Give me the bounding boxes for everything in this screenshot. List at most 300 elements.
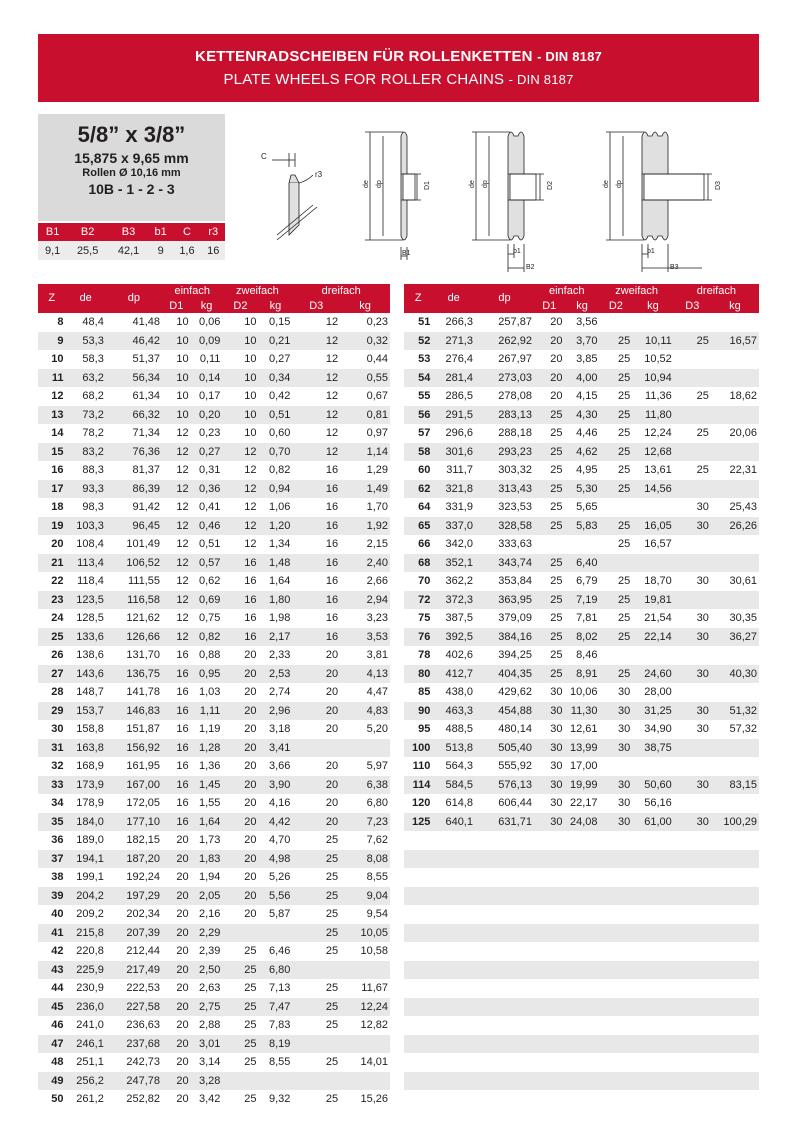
cell-kg1: 6,79 [565, 572, 600, 591]
cell-kg1: 17,00 [565, 757, 600, 776]
cell-z: 62 [404, 480, 432, 499]
cell-kg1: 1,03 [191, 683, 223, 702]
cell-de: 215,8 [66, 924, 106, 943]
cell-kg3: 36,27 [711, 628, 759, 647]
cell-d2: 25 [599, 535, 632, 554]
cell-z: 36 [38, 831, 66, 850]
cell-d1: 16 [162, 646, 191, 665]
cell-d3: 20 [292, 702, 340, 721]
cell-kg1: 8,02 [565, 628, 600, 647]
cell-z: 47 [38, 1035, 66, 1054]
cell-kg1 [565, 850, 600, 869]
cell-d2: 20 [222, 683, 258, 702]
cell-d2: 20 [222, 831, 258, 850]
cell-kg3 [711, 1035, 759, 1054]
cell-d2: 30 [599, 794, 632, 813]
cell-d2 [599, 757, 632, 776]
cell-d1 [534, 998, 565, 1017]
table-row [404, 739, 759, 758]
cell-kg3: 0,32 [340, 332, 390, 351]
cell-d1: 20 [162, 905, 191, 924]
cell-de [432, 887, 475, 906]
cell-d2 [599, 646, 632, 665]
table-row [38, 443, 390, 462]
cell-d1: 16 [162, 702, 191, 721]
cell-kg1: 0,75 [191, 609, 223, 628]
cell-d3: 25 [292, 1053, 340, 1072]
cell-z [404, 887, 432, 906]
cell-kg2: 24,60 [632, 665, 674, 684]
table-row [38, 961, 390, 980]
cell-d1: 20 [534, 350, 565, 369]
cell-kg2: 5,26 [258, 868, 292, 887]
cell-kg3: 1,29 [340, 461, 390, 480]
table-row [404, 813, 759, 832]
cell-d3: 25 [674, 424, 711, 443]
cell-dp: 61,34 [106, 387, 162, 406]
table-row [38, 406, 390, 425]
cell-d1: 12 [162, 628, 191, 647]
cell-d2: 10 [222, 406, 258, 425]
cell-de: 236,0 [66, 998, 106, 1017]
cell-kg3 [711, 794, 759, 813]
cell-d2: 25 [599, 591, 632, 610]
cell-kg3 [340, 961, 390, 980]
cell-d3 [674, 794, 711, 813]
cell-de: 204,2 [66, 887, 106, 906]
cell-dp: 480,14 [475, 720, 534, 739]
cell-kg2 [632, 1016, 674, 1035]
cell-d2 [599, 905, 632, 924]
cell-d2: 16 [222, 628, 258, 647]
col-header-d1: D1 [162, 299, 191, 313]
cell-z: 35 [38, 813, 66, 832]
cell-d3: 12 [292, 406, 340, 425]
cell-d2: 16 [222, 591, 258, 610]
cell-d1: 25 [534, 424, 565, 443]
cell-dp: 156,92 [106, 739, 162, 758]
table-row [38, 924, 390, 943]
cell-d2: 10 [222, 350, 258, 369]
cell-kg2: 0,70 [258, 443, 292, 462]
cell-kg3 [340, 1035, 390, 1054]
cell-d1: 16 [162, 813, 191, 832]
cell-dp: 56,34 [106, 369, 162, 388]
cell-d1 [534, 868, 565, 887]
cell-de: 372,3 [432, 591, 475, 610]
cell-d2 [599, 850, 632, 869]
cell-kg3: 12,24 [340, 998, 390, 1017]
cell-dp: 313,43 [475, 480, 534, 499]
cell-kg2: 2,96 [258, 702, 292, 721]
cell-d1: 30 [534, 683, 565, 702]
cell-d1: 20 [162, 998, 191, 1017]
cell-kg3 [711, 480, 759, 499]
table-row [38, 831, 390, 850]
cell-kg2: 12,24 [632, 424, 674, 443]
cell-kg2: 8,19 [258, 1035, 292, 1054]
cell-d1 [534, 535, 565, 554]
cell-d1: 16 [162, 794, 191, 813]
cell-d3 [292, 961, 340, 980]
cell-d1: 20 [162, 1072, 191, 1091]
cell-kg3: 25,43 [711, 498, 759, 517]
cell-dp [475, 887, 534, 906]
cell-z: 10 [38, 350, 66, 369]
cell-d2: 20 [222, 794, 258, 813]
cell-dp: 151,87 [106, 720, 162, 739]
cell-kg2: 1,80 [258, 591, 292, 610]
cell-kg3: 7,62 [340, 831, 390, 850]
cell-kg3: 2,40 [340, 554, 390, 573]
cell-dp: 242,73 [106, 1053, 162, 1072]
col-header-z: Z [38, 284, 66, 313]
cell-de: 63,2 [66, 369, 106, 388]
cell-dp: 202,34 [106, 905, 162, 924]
cell-de: 133,6 [66, 628, 106, 647]
cell-d1: 20 [162, 887, 191, 906]
cell-d1 [534, 1090, 565, 1109]
cell-d3: 25 [292, 924, 340, 943]
cell-kg3: 3,53 [340, 628, 390, 647]
cell-d1 [534, 1053, 565, 1072]
cell-d1: 25 [534, 443, 565, 462]
cell-d3 [674, 905, 711, 924]
cell-kg1: 8,46 [565, 646, 600, 665]
cell-kg1: 0,41 [191, 498, 223, 517]
cell-d1 [534, 887, 565, 906]
cell-dp: 81,37 [106, 461, 162, 480]
cell-dp: 197,29 [106, 887, 162, 906]
cell-kg3: 11,67 [340, 979, 390, 998]
cell-kg1: 0,88 [191, 646, 223, 665]
table-row [404, 350, 759, 369]
cell-d3: 30 [674, 609, 711, 628]
cell-kg3: 0,97 [340, 424, 390, 443]
cell-kg2: 38,75 [632, 739, 674, 758]
chain-code: 10B - 1 - 2 - 3 [88, 181, 175, 197]
cell-z: 12 [38, 387, 66, 406]
dimension-value-row [38, 241, 225, 260]
cell-d2: 25 [599, 332, 632, 351]
cell-d1: 20 [162, 1035, 191, 1054]
cell-d1 [534, 1035, 565, 1054]
cell-kg2: 28,00 [632, 683, 674, 702]
cell-kg1: 1,83 [191, 850, 223, 869]
table-row [404, 591, 759, 610]
cell-de: 387,5 [432, 609, 475, 628]
cell-kg2 [632, 646, 674, 665]
cell-kg3: 0,23 [340, 313, 390, 332]
cell-dp: 86,39 [106, 480, 162, 499]
cell-kg3: 14,01 [340, 1053, 390, 1072]
table-row [38, 665, 390, 684]
cell-z [404, 979, 432, 998]
cell-d1 [534, 1072, 565, 1091]
cell-kg2 [632, 961, 674, 980]
cell-z: 51 [404, 313, 432, 332]
cell-kg1: 19,99 [565, 776, 600, 795]
cell-kg3 [711, 1072, 759, 1091]
table-row [404, 461, 759, 480]
cell-z: 32 [38, 757, 66, 776]
cell-kg3: 1,70 [340, 498, 390, 517]
cell-d1: 10 [162, 313, 191, 332]
cell-z: 58 [404, 443, 432, 462]
cell-dp [475, 998, 534, 1017]
cell-dp: 131,70 [106, 646, 162, 665]
cell-d3: 12 [292, 424, 340, 443]
cell-de: 352,1 [432, 554, 475, 573]
cell-z: 29 [38, 702, 66, 721]
cell-de: 246,1 [66, 1035, 106, 1054]
cell-kg3: 30,35 [711, 609, 759, 628]
triple-wheel-diagram [596, 122, 726, 282]
cell-kg2: 0,82 [258, 461, 292, 480]
cell-de: 123,5 [66, 591, 106, 610]
cell-z: 64 [404, 498, 432, 517]
cell-kg3 [711, 1016, 759, 1035]
table-row [404, 1016, 759, 1035]
table-row [404, 979, 759, 998]
cell-d1: 16 [162, 665, 191, 684]
table-row [38, 813, 390, 832]
cell-dp [475, 1072, 534, 1091]
table-row [404, 443, 759, 462]
cell-z: 110 [404, 757, 432, 776]
cell-dp: 111,55 [106, 572, 162, 591]
cell-kg1 [565, 961, 600, 980]
cell-kg3 [711, 313, 759, 332]
cell-de: 184,0 [66, 813, 106, 832]
cell-d1 [534, 850, 565, 869]
cell-d1: 30 [534, 794, 565, 813]
cell-z [404, 850, 432, 869]
table-row [38, 887, 390, 906]
cell-dp [475, 1090, 534, 1109]
cell-dp: 91,42 [106, 498, 162, 517]
dim-value-r3: 16 [202, 241, 225, 260]
cell-d2: 20 [222, 646, 258, 665]
table-row [404, 369, 759, 388]
cell-d1: 12 [162, 443, 191, 462]
table-row [38, 628, 390, 647]
cell-kg2: 16,57 [632, 535, 674, 554]
cell-kg2 [632, 924, 674, 943]
table-row [404, 554, 759, 573]
cell-d1: 12 [162, 572, 191, 591]
cell-d2: 20 [222, 868, 258, 887]
cell-de: 392,5 [432, 628, 475, 647]
cell-kg2 [632, 1090, 674, 1109]
cell-de: 331,9 [432, 498, 475, 517]
cell-d2: 25 [599, 387, 632, 406]
cell-d1 [534, 905, 565, 924]
cell-z: 14 [38, 424, 66, 443]
table-row [38, 942, 390, 961]
cell-kg1: 1,19 [191, 720, 223, 739]
cell-d3: 16 [292, 517, 340, 536]
cell-de: 584,5 [432, 776, 475, 795]
cell-dp: 379,09 [475, 609, 534, 628]
dim-value-b1: 9,1 [38, 241, 67, 260]
cell-z: 50 [38, 1090, 66, 1109]
col-header-de: de [432, 284, 475, 313]
cell-kg1 [565, 905, 600, 924]
col-header-d2: D2 [222, 299, 258, 313]
cell-z: 95 [404, 720, 432, 739]
cell-kg1: 8,91 [565, 665, 600, 684]
cell-kg1: 1,55 [191, 794, 223, 813]
dim-value-b3: 42,1 [108, 241, 149, 260]
cell-d2: 25 [222, 998, 258, 1017]
cell-kg2: 2,74 [258, 683, 292, 702]
cell-z: 28 [38, 683, 66, 702]
cell-d1: 25 [534, 554, 565, 573]
cell-kg2 [632, 979, 674, 998]
cell-dp: 76,36 [106, 443, 162, 462]
cell-d3: 12 [292, 332, 340, 351]
cell-de: 271,3 [432, 332, 475, 351]
dim-value-b2: 25,5 [67, 241, 108, 260]
cell-kg2: 61,00 [632, 813, 674, 832]
cell-d3: 16 [292, 591, 340, 610]
cell-kg1: 3,85 [565, 350, 600, 369]
cell-d2 [599, 998, 632, 1017]
cell-z: 18 [38, 498, 66, 517]
diagram-label-de: de [363, 180, 370, 188]
cell-d3: 25 [292, 850, 340, 869]
cell-z [404, 868, 432, 887]
table-row [404, 424, 759, 443]
cell-d2 [599, 868, 632, 887]
cell-kg3 [711, 961, 759, 980]
table-row [38, 554, 390, 573]
cell-kg1: 0,31 [191, 461, 223, 480]
cell-z: 57 [404, 424, 432, 443]
cell-kg2: 50,60 [632, 776, 674, 795]
cell-z: 70 [404, 572, 432, 591]
table-row [404, 609, 759, 628]
cell-kg2: 56,16 [632, 794, 674, 813]
col-header-dp: dp [106, 284, 162, 313]
table-row [38, 905, 390, 924]
cell-dp: 505,40 [475, 739, 534, 758]
cell-kg3: 3,81 [340, 646, 390, 665]
cell-kg3: 15,26 [340, 1090, 390, 1109]
cell-d3: 20 [292, 720, 340, 739]
cell-kg1: 4,46 [565, 424, 600, 443]
cell-kg2 [258, 924, 292, 943]
table-header-row [404, 284, 759, 299]
cell-d2: 25 [599, 665, 632, 684]
diagram-label-d1: D1 [424, 181, 431, 190]
cell-dp: 106,52 [106, 554, 162, 573]
cell-de [432, 1053, 475, 1072]
cell-de: 220,8 [66, 942, 106, 961]
cell-kg1 [565, 868, 600, 887]
cell-dp [475, 1053, 534, 1072]
cell-d2: 12 [222, 535, 258, 554]
cell-d2: 25 [599, 461, 632, 480]
cell-de [432, 1035, 475, 1054]
cell-de [432, 868, 475, 887]
cell-d3 [674, 1053, 711, 1072]
chain-spec-box [38, 114, 225, 221]
cell-kg2 [632, 850, 674, 869]
cell-z: 16 [38, 461, 66, 480]
cell-d2: 20 [222, 702, 258, 721]
cell-de: 276,4 [432, 350, 475, 369]
cell-d2 [599, 1090, 632, 1109]
cell-kg3: 18,62 [711, 387, 759, 406]
cell-dp: 252,82 [106, 1090, 162, 1109]
cell-dp: 207,39 [106, 924, 162, 943]
cell-kg3: 12,82 [340, 1016, 390, 1035]
cell-de: 209,2 [66, 905, 106, 924]
cell-d3: 25 [292, 998, 340, 1017]
cell-kg1: 1,73 [191, 831, 223, 850]
cell-kg2: 4,42 [258, 813, 292, 832]
cell-d2: 20 [222, 665, 258, 684]
cell-dp: 293,23 [475, 443, 534, 462]
col-header-d3: D3 [674, 299, 711, 313]
cell-d3 [292, 1072, 340, 1091]
cell-d3: 30 [674, 702, 711, 721]
col-header-dreifach: dreifach [292, 284, 390, 299]
cell-de: 241,0 [66, 1016, 106, 1035]
cell-de [432, 961, 475, 980]
cell-d1: 25 [534, 461, 565, 480]
cell-d1: 25 [534, 517, 565, 536]
dim-value-b1-small: 9 [149, 241, 172, 260]
cell-d3 [674, 480, 711, 499]
cell-d1: 25 [534, 591, 565, 610]
cell-de: 362,2 [432, 572, 475, 591]
cell-d1: 20 [162, 961, 191, 980]
cell-d2: 25 [222, 1016, 258, 1035]
cell-kg1 [565, 924, 600, 943]
table-row [38, 387, 390, 406]
cell-kg1: 1,45 [191, 776, 223, 795]
diagram-label-d3: D3 [715, 181, 722, 190]
cell-d2: 12 [222, 498, 258, 517]
cell-de [432, 979, 475, 998]
cell-d2: 25 [599, 609, 632, 628]
cell-z: 125 [404, 813, 432, 832]
cell-dp: 404,35 [475, 665, 534, 684]
cell-dp [475, 850, 534, 869]
cell-d2: 20 [222, 720, 258, 739]
cell-dp: 66,32 [106, 406, 162, 425]
cell-d3 [292, 1035, 340, 1054]
cell-de: 148,7 [66, 683, 106, 702]
cell-kg3: 57,32 [711, 720, 759, 739]
cell-kg3 [711, 1053, 759, 1072]
cell-dp: 126,66 [106, 628, 162, 647]
cell-dp: 141,78 [106, 683, 162, 702]
cell-d3: 16 [292, 572, 340, 591]
cell-z: 31 [38, 739, 66, 758]
cell-d1: 30 [534, 702, 565, 721]
cell-kg2: 4,70 [258, 831, 292, 850]
cell-d1: 20 [534, 387, 565, 406]
cell-de [432, 998, 475, 1017]
table-row [404, 1053, 759, 1072]
cell-d2: 10 [222, 313, 258, 332]
cell-d3: 20 [292, 776, 340, 795]
cell-kg3 [711, 924, 759, 943]
